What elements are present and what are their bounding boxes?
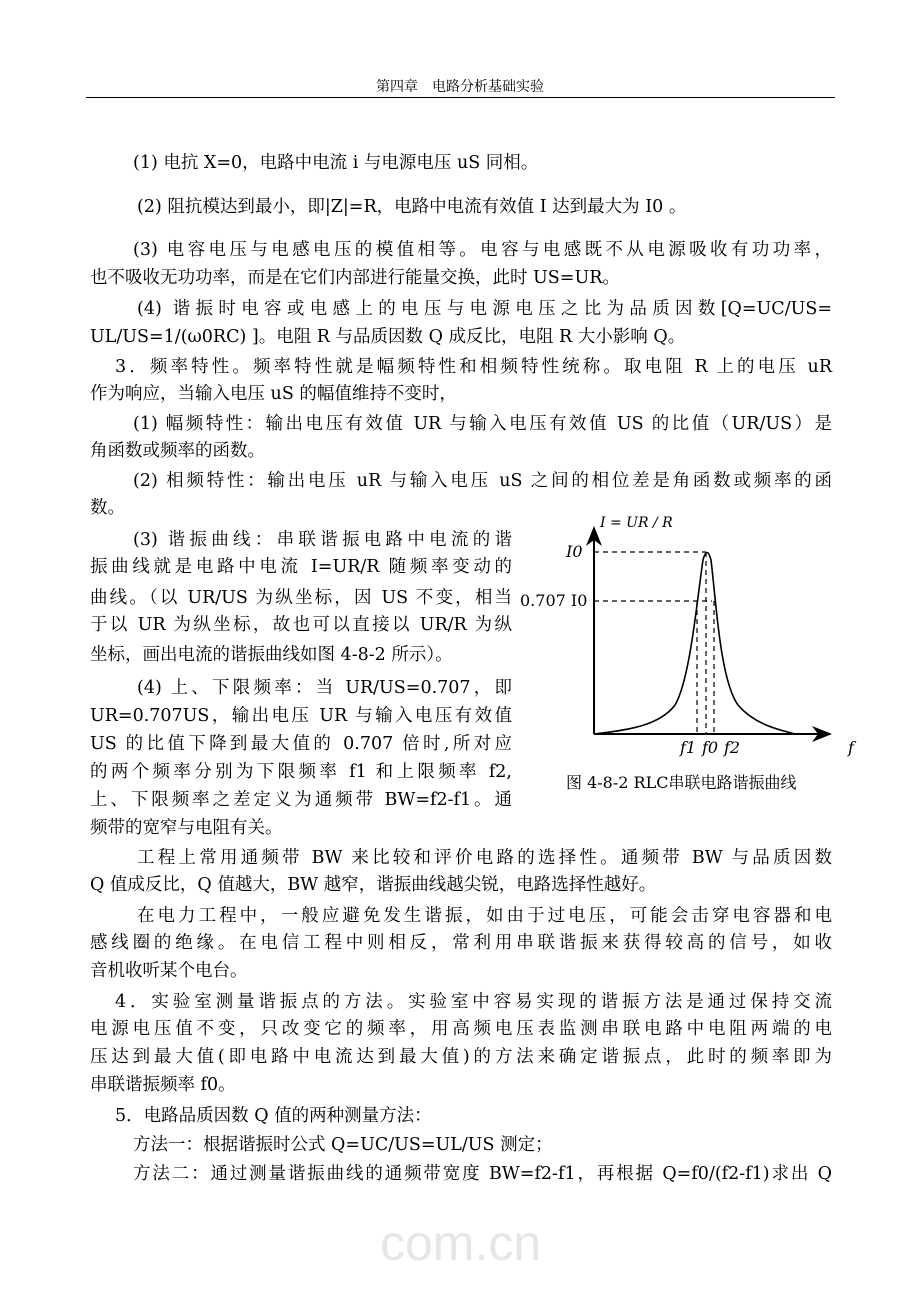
text-line: (1) 电抗 X=0，电路中电流 i 与电源电压 uS 同相。	[133, 153, 539, 173]
text-line: 于以 UR 为纵坐标，故也可以直接以 UR/R 为纵	[90, 615, 512, 635]
text-line: 串联谐振频率 f0。	[90, 1075, 236, 1095]
text-line: 曲线。（以 UR/US 为纵坐标，因 US 不变，相当	[90, 588, 512, 608]
text-line: Q 值成反比，Q 值越大，BW 越窄，谐振曲线越尖锐，电路选择性越好。	[90, 875, 657, 895]
text-line: (3) 谐振曲线：串联谐振电路中电流的谐	[133, 530, 512, 550]
text-line: (1) 幅频特性：输出电压有效值 UR 与输入电压有效值 US 的比值（UR/US）是	[133, 414, 832, 434]
text-line: 上、下限频率之差定义为通频带 BW=f2-f1。通	[90, 790, 512, 810]
i0-label: I0	[566, 542, 583, 561]
text-line: 压达到最大值(即电路中电流达到最大值)的方法来确定谐振点，此时的频率即为	[90, 1047, 832, 1067]
text-line: 数。	[90, 498, 125, 518]
text-line: UL/US=1/(ω0RC) ]。电阻 R 与品质因数 Q 成反比，电阻 R 大小影响 Q。	[90, 327, 686, 347]
text-line: 方法一：根据谐振时公式 Q=UC/US=UL/US 测定；	[133, 1135, 553, 1155]
text-line: (2) 相频特性：输出电压 uR 与输入电压 uS 之间的相位差是角函数或频率的函	[133, 471, 832, 491]
text-line: 也不吸收无功功率，而是在它们内部进行能量交换，此时 US=UR。	[90, 268, 620, 288]
text-line: 工程上常用通频带 BW 来比较和评价电路的选择性。通频带 BW 与品质因数	[137, 848, 832, 868]
text-line: 音机收听某个电台。	[90, 961, 248, 981]
0707-label: 0.707 I0	[520, 591, 588, 610]
text-line: (4) 上、下限频率：当 UR/US=0.707，即	[137, 678, 512, 698]
page-header: 第四章 电路分析基础实验	[376, 79, 544, 95]
watermark: com.cn	[380, 1215, 542, 1271]
text-line: 角函数或频率的函数。	[90, 441, 265, 461]
resonance-curve	[594, 553, 795, 735]
text-line: 振曲线就是电路中电流 I=UR/R 随频率变动的	[90, 557, 512, 577]
text-line: 频带的宽窄与电阻有关。	[90, 818, 283, 838]
text-line: 3．频率特性。频率特性就是幅频特性和相频特性统称。取电阻 R 上的电压 uR	[115, 357, 832, 377]
text-line: 4．实验室测量谐振点的方法。实验室中容易实现的谐振方法是通过保持交流	[115, 992, 832, 1012]
text-line: US 的比值下降到最大值的 0.707 倍时,所对应	[90, 734, 512, 754]
text-line: 在电力工程中，一般应避免发生谐振，如由于过电压，可能会击穿电容器和电	[137, 906, 832, 926]
text-line: (4) 谐振时电容或电感上的电压与电源电压之比为品质因数[Q=UC/US=	[137, 299, 832, 319]
figure-caption: 图 4-8-2 RLC串联电路谐振曲线	[566, 773, 797, 792]
text-line: 方法二：通过测量谐振曲线的通频带宽度 BW=f2-f1，再根据 Q=f0/(f2-f1)求出 Q	[133, 1164, 832, 1184]
text-line: (2) 阻抗模达到最小，即|Z|=R，电路中电流有效值 I 达到最大为 I0 。	[137, 197, 687, 217]
f0-label: f0	[702, 738, 719, 757]
text-line: 5．电路品质因数 Q 值的两种测量方法：	[115, 1106, 432, 1126]
f2-label: f2	[724, 738, 741, 757]
f1-label: f1	[680, 738, 697, 757]
y-axis-label: I = UR / R	[600, 515, 673, 531]
text-line: 的两个频率分别为下限频率 f1 和上限频率 f2,	[90, 762, 512, 782]
text-line: 作为响应，当输入电压 uS 的幅值维持不变时，	[90, 384, 457, 404]
text-line: UR=0.707US，输出电压 UR 与输入电压有效值	[90, 706, 512, 726]
text-line: 感线圈的绝缘。在电信工程中则相反，常利用串联谐振来获得较高的信号，如收	[90, 933, 832, 953]
text-line: 电源电压值不变，只改变它的频率，用高频电压表监测串联电路中电阻两端的电	[90, 1019, 832, 1039]
text-line: (3) 电容电压与电感电压的模值相等。电容与电感既不从电源吸收有功功率，	[133, 240, 832, 260]
text-line: 坐标，画出电流的谐振曲线如图 4-8-2 所示）。	[90, 645, 453, 665]
f-label: f	[848, 738, 854, 757]
